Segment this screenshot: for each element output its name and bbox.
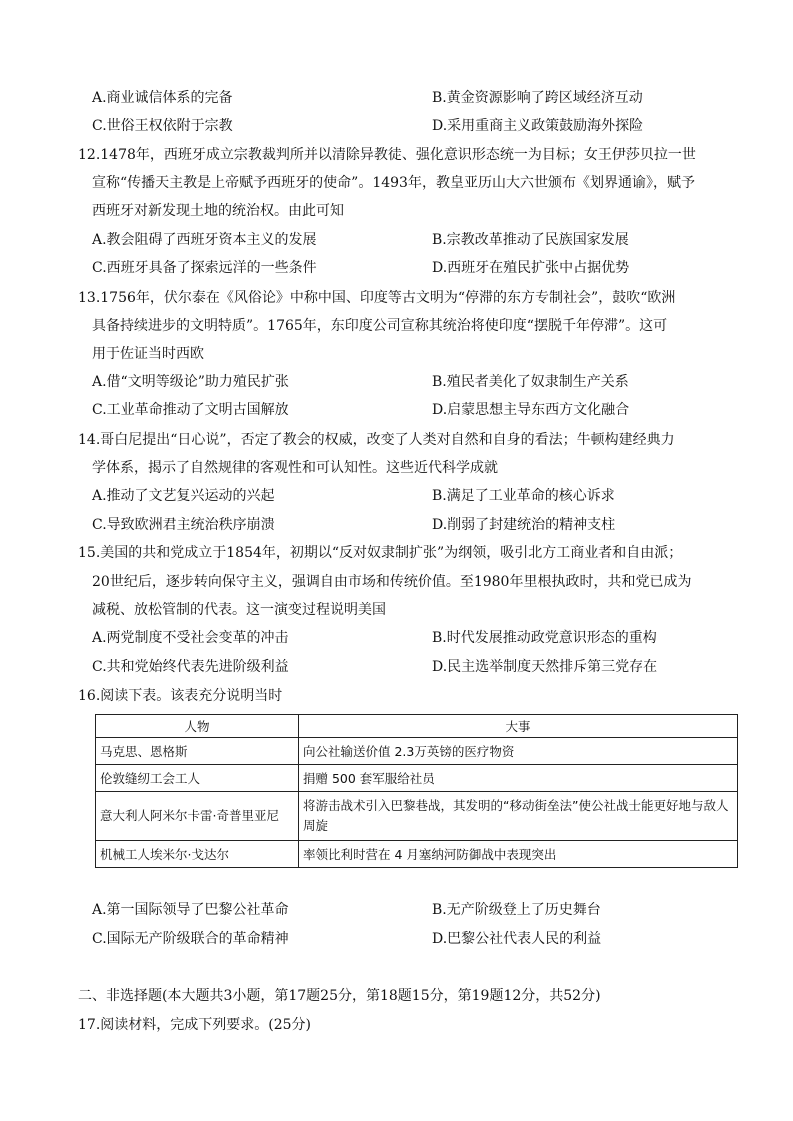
q12-option-c: C.西班牙具备了探索远洋的一些条件	[92, 260, 317, 276]
q11-option-a: A.商业诚信体系的完备	[92, 90, 233, 106]
q11-option-d: D.采用重商主义政策鼓励海外探险	[432, 118, 644, 134]
q15-option-c: C.共和党始终代表先进阶级利益	[92, 659, 289, 675]
q13-option-c: C.工业革命推动了文明古国解放	[92, 402, 289, 418]
q13-option-b: B.殖民者美化了奴隶制生产关系	[432, 374, 629, 390]
table-cell-person: 马克思、恩格斯	[96, 738, 299, 765]
q15-stem-line2: 20世纪后，逐步转向保守主义，强调自由市场和传统价值。至1980年里根执政时，共和党已成为	[92, 574, 692, 590]
q13-stem-line1: 13.1756年，伏尔泰在《风俗论》中称中国、印度等古文明为“停滞的东方专制社会”，鼓吹“欧洲	[78, 290, 676, 306]
q14-option-c: C.导致欧洲君主统治秩序崩溃	[92, 517, 275, 533]
q13-stem-line2: 具备持续进步的文明特质”。1765年，东印度公司宣称其统治将使印度“摆脱千年停滞”。这可	[92, 318, 668, 334]
q14-option-d: D.削弱了封建统治的精神支柱	[432, 517, 616, 533]
q12-stem-line2: 宣称“传播天主教是上帝赋予西班牙的使命”。1493年，教皇亚历山大六世颁布《划界通谕》，赋予	[92, 175, 695, 191]
q13-option-a: A.借“文明等级论”助力殖民扩张	[92, 374, 289, 390]
q14-stem-line2: 学体系，揭示了自然规律的客观性和可认知性。这些近代科学成就	[92, 460, 498, 476]
table-header-person: 人物	[96, 715, 299, 738]
table-header-event: 大事	[299, 715, 738, 738]
q16-option-b: B.无产阶级登上了历史舞台	[432, 902, 601, 918]
q13-stem-line3: 用于佐证当时西欧	[92, 346, 204, 362]
table-cell-event: 将游击战术引入巴黎巷战，其发明的“移动街垒法”使公社战士能更好地与敌人周旋	[299, 792, 738, 841]
q12-option-b: B.宗教改革推动了民族国家发展	[432, 232, 629, 248]
q12-option-a: A.教会阻碍了西班牙资本主义的发展	[92, 232, 317, 248]
q15-option-b: B.时代发展推动政党意识形态的重构	[432, 630, 657, 646]
table-header-row	[96, 715, 738, 738]
q15-option-d: D.民主选举制度天然排斥第三党存在	[432, 659, 658, 675]
q12-stem-line3: 西班牙对新发现土地的统治权。由此可知	[92, 203, 344, 219]
table-cell-person: 伦敦缝纫工会工人	[96, 765, 299, 792]
q14-option-b: B.满足了工业革命的核心诉求	[432, 488, 615, 504]
q17-stem: 17.阅读材料，完成下列要求。(25分)	[78, 1017, 312, 1033]
table-row	[96, 765, 738, 792]
table-cell-person: 意大利人阿米尔卡雷·奇普里亚尼	[96, 792, 299, 841]
table-cell-event: 率领比利时营在 4 月塞纳河防御战中表现突出	[299, 841, 738, 868]
q15-stem-line3: 减税、放松管制的代表。这一演变过程说明美国	[92, 602, 386, 618]
q16-option-a: A.第一国际领导了巴黎公社革命	[92, 902, 289, 918]
q12-stem-line1: 12.1478年，西班牙成立宗教裁判所并以清除异教徒、强化意识形态统一为目标；女王伊莎贝拉一世	[78, 147, 696, 163]
table-cell-person: 机械工人埃米尔·戈达尔	[96, 841, 299, 868]
table-row	[96, 792, 738, 841]
q14-stem-line1: 14.哥白尼提出“日心说”，否定了教会的权威，改变了人类对自然和自身的看法；牛顿构建经典力	[78, 432, 675, 448]
q16-stem: 16.阅读下表。该表充分说明当时	[78, 688, 283, 704]
table-row	[96, 841, 738, 868]
section2-heading: 二、非选择题(本大题共3小题，第17题25分，第18题15分，第19题12分，共52分)	[78, 988, 601, 1004]
q13-option-d: D.启蒙思想主导东西方文化融合	[432, 402, 630, 418]
q16-option-d: D.巴黎公社代表人民的利益	[432, 931, 602, 947]
q12-option-d: D.西班牙在殖民扩张中占据优势	[432, 260, 630, 276]
q15-stem-line1: 15.美国的共和党成立于1854年，初期以“反对奴隶制扩张”为纲领，吸引北方工商业者和自由派；	[78, 545, 683, 561]
q14-option-a: A.推动了文艺复兴运动的兴起	[92, 488, 275, 504]
q16-table	[95, 714, 738, 868]
table-cell-event: 向公社输送价值 2.3万英镑的医疗物资	[299, 738, 738, 765]
q11-option-b: B.黄金资源影响了跨区域经济互动	[432, 90, 643, 106]
table-row	[96, 738, 738, 765]
q16-option-c: C.国际无产阶级联合的革命精神	[92, 931, 289, 947]
q11-option-c: C.世俗王权依附于宗教	[92, 118, 233, 134]
q15-option-a: A.两党制度不受社会变革的冲击	[92, 630, 289, 646]
table-cell-event: 捐赠 500 套军服给社员	[299, 765, 738, 792]
